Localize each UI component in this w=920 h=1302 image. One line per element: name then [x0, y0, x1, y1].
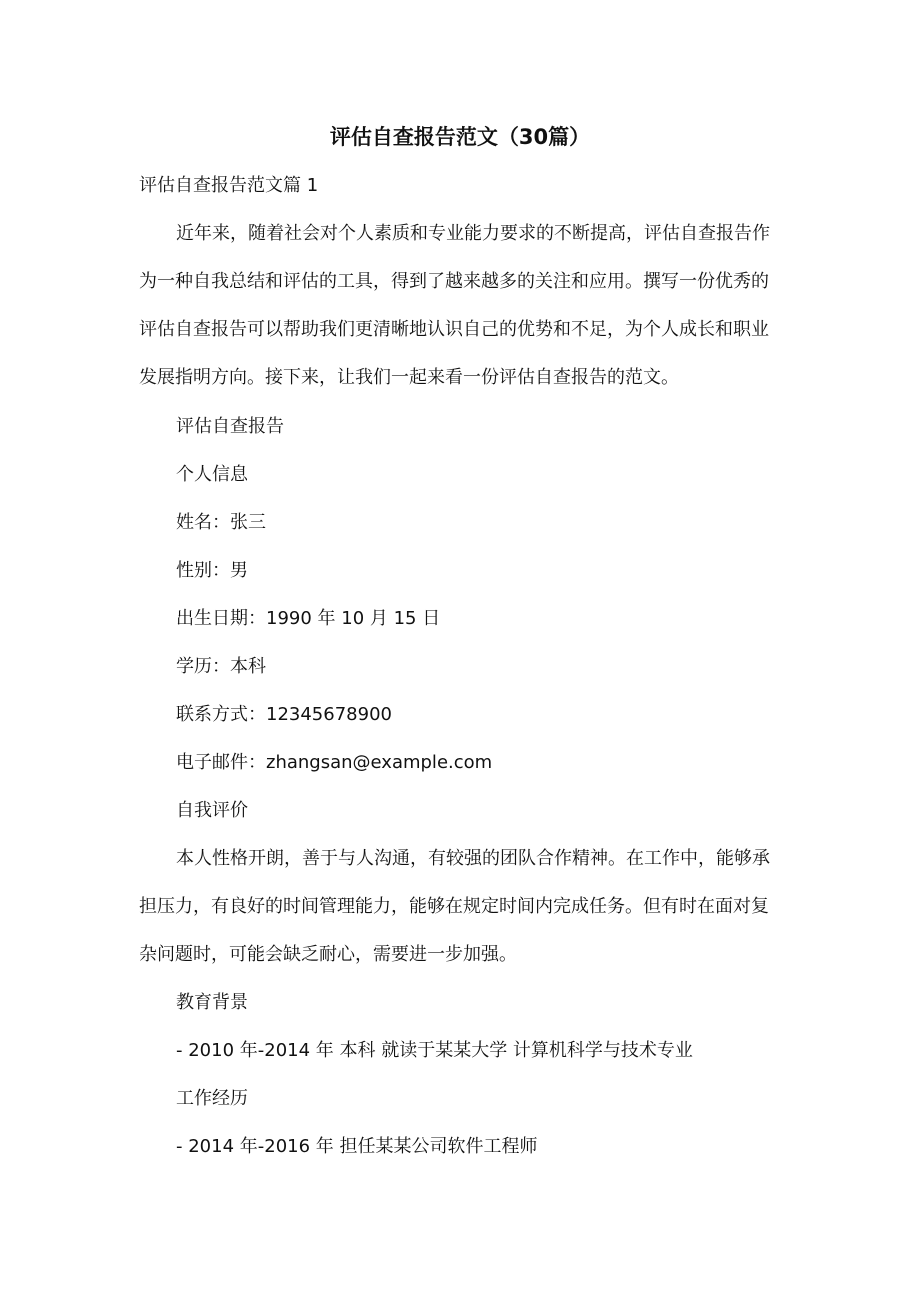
work-heading: 工作经历	[176, 1088, 248, 1109]
education-heading: 教育背景	[176, 992, 248, 1013]
field-email: 电子邮件：zhangsan@example.com	[176, 752, 493, 773]
report-title: 评估自查报告	[176, 416, 284, 437]
document-title: 评估自查报告范文（30篇）	[329, 125, 591, 149]
self-eval-line: 担压力，有良好的时间管理能力，能够在规定时间内完成任务。但有时在面对复	[139, 896, 769, 917]
intro-line: 为一种自我总结和评估的工具，得到了越来越多的关注和应用。撰写一份优秀的	[139, 271, 769, 292]
section-heading: 评估自查报告范文篇 1	[139, 175, 319, 196]
report-body	[139, 403, 784, 1171]
personal-info-heading: 个人信息	[176, 464, 248, 485]
self-eval-line: 杂问题时，可能会缺乏耐心，需要进一步加强。	[139, 944, 517, 965]
section-heading-block	[139, 162, 784, 210]
intro-line: 近年来，随着社会对个人素质和专业能力要求的不断提高，评估自查报告作	[176, 223, 770, 244]
field-education: 学历：本科	[176, 656, 266, 677]
education-item: - 2010 年-2014 年 本科 就读于某某大学 计算机科学与技术专业	[176, 1040, 693, 1061]
field-phone: 联系方式：12345678900	[176, 704, 392, 725]
field-name: 姓名：张三	[176, 512, 266, 533]
intro-line: 发展指明方向。接下来，让我们一起来看一份评估自查报告的范文。	[139, 367, 679, 388]
work-item: - 2014 年-2016 年 担任某某公司软件工程师	[176, 1136, 538, 1157]
field-gender: 性别：男	[176, 560, 248, 581]
intro-line: 评估自查报告可以帮助我们更清晰地认识自己的优势和不足，为个人成长和职业	[139, 319, 769, 340]
field-birth-date: 出生日期：1990 年 10 月 15 日	[176, 608, 441, 629]
self-eval-heading: 自我评价	[176, 800, 248, 821]
self-eval-line: 本人性格开朗，善于与人沟通，有较强的团队合作精神。在工作中，能够承	[176, 848, 770, 869]
intro-paragraph	[139, 210, 784, 402]
